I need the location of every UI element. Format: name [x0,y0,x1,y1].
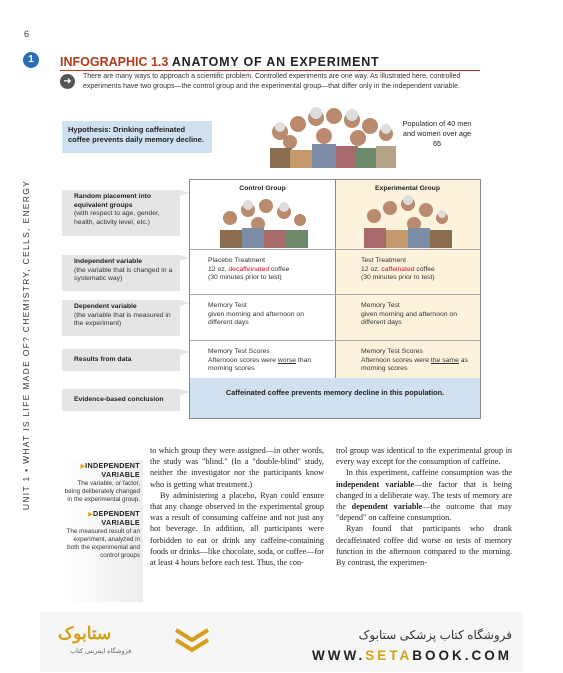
footer-banner [40,612,523,672]
glossary-term: INDEPENDENT VARIABLE [85,461,140,479]
hypothesis-box: Hypothesis: Drinking caffeinated coffee prevents daily memory decline. [62,121,212,153]
triangle-icon: ▶ [88,511,93,518]
cell-note: (30 minutes prior to test) [208,274,282,282]
store-logo-text: ستابوک [58,624,112,643]
control-group-header: Control Group [239,185,286,192]
cell-text: 12 oz. [361,265,382,273]
control-group-photo [218,194,310,248]
cell-note: (30 minutes prior to test) [361,274,435,282]
glossary-term: DEPENDENT VARIABLE [92,509,140,527]
infographic-title [60,55,379,69]
experimental-group-header: Experimental Group [375,185,440,192]
infographic-label: INFOGRAPHIC 1.3 [60,55,169,69]
arrow-right-icon: ➜ [60,74,75,89]
body-text: —the factor that is being changed in a deliberate way. The tests of memory are the [336,479,512,512]
row-divider [190,249,480,250]
experiment-table [189,179,481,419]
column-divider [335,180,336,378]
row-label-random-placement [62,190,180,236]
cell-text: than morning scores [208,356,312,373]
cell-title: Memory Test Scores [208,348,270,355]
glossary [62,462,140,560]
population-photo [260,100,400,168]
body-text: —the outcome that may "depend" on caffeine consumption. [336,502,512,523]
row-divider [190,294,480,295]
body-paragraph [336,467,512,523]
row-label-bold: Independent variable [74,258,142,265]
row-label-dependent [62,300,180,336]
cell-underline: the same [430,356,459,364]
title-rule [60,70,480,71]
control-treatment-cell [202,254,335,286]
experimental-treatment-cell [355,254,480,286]
row-label-independent [62,255,180,291]
row-label-desc: (the variable that is changed in a systematic way) [74,266,173,283]
body-paragraph: Ryan found that participants who drank decaffeinated coffee did worse on tests of memory function in the afternoon compared to the morning. By contrast, the experimen- [336,524,512,568]
cell-text: as morning scores [361,356,468,373]
cell-text: Afternoon scores were [361,356,431,364]
cell-text: given morning and afternoon on different days [208,310,304,327]
cell-title: Memory Test Scores [361,348,423,355]
sidebar-text: UNIT 1 • WHAT IS LIFE MADE OF? CHEMISTRY, CELLS, ENERGY [21,179,31,511]
glossary-definition: The variable, or factor, being deliberately changed in the experimental group. [64,480,140,503]
page-number: 6 [24,29,30,39]
population-label: Population of 40 men and women over age 65 [402,119,472,148]
unit-badge: 1 [23,52,39,68]
cell-text: given morning and afternoon on different days [361,310,457,327]
row-label-bold: Random placement into equivalent groups [74,193,152,209]
cell-title: Memory Test [361,302,400,309]
cell-highlight: caffeinated [381,265,415,273]
glossary-entry-independent [62,462,140,504]
row-label-bold: Evidence-based conclusion [74,396,164,403]
row-label-results [62,349,180,371]
cell-title: Placebo Treatment [208,257,266,264]
cell-underline: worse [277,356,297,364]
conclusion-box: Caffeinated coffee prevents memory decline in this population. [190,378,480,418]
keyword: independent variable [336,479,415,489]
keyword: dependent variable [351,502,423,512]
body-paragraph: By administering a placebo, Ryan could ensure that any change observed in the experimental group was a result of consuming caffeine and not just any hot beverage. In addition, all participants were forbidden to eat or drink any caffeine-containing foods or drinks—like chocolate, soda, or coffee—for at least 4 hours before each test. Thus, the con- [150,490,324,568]
cell-title: Memory Test [208,302,247,309]
store-logo-icon [172,622,212,658]
cell-text: coffee [414,265,435,273]
infographic-intro: There are many ways to approach a scientific problem. Controlled experiments are one way. As illustrated here, controlled experiments have two groups—the control group and the experimental group—that differ only in the independent variable. [83,73,461,90]
cell-text: Afternoon scores were [208,356,278,364]
row-divider [190,340,480,341]
body-paragraph: trol group was identical to the experimental group in every way except for the consumption of caffeine. [336,446,512,467]
control-scores-cell [202,345,335,377]
body-column-right [336,445,512,568]
cell-text: 12 oz. [208,265,229,273]
row-label-bold: Results from data [74,356,132,363]
row-label-desc: (the variable that is measured in the experiment) [74,311,171,328]
cell-highlight: decaffeinated [228,265,270,273]
experimental-scores-cell [355,345,480,377]
glossary-definition: The measured result of an experiment, analyzed in both the experimental and control groups [66,528,140,559]
sidebar-running-head [6,40,36,600]
control-test-cell [202,299,335,331]
cell-text: coffee [269,265,290,273]
store-logo-subtitle: فروشگاه اینترنتی کتاب [70,648,132,655]
experimental-group-photo [362,194,454,248]
infographic-heading: ANATOMY OF AN EXPERIMENT [171,55,380,69]
row-label-conclusion [62,389,180,411]
experimental-test-cell [355,299,480,331]
store-name: فروشگاه کتاب پزشکی ستابوک [358,628,512,642]
url-part: WWW. [312,648,366,663]
row-label-desc: (with respect to age, gender, health, activity level, etc.) [74,210,160,226]
body-column-left [150,445,324,568]
cell-title: Test Treatment [361,257,406,264]
glossary-entry-dependent [62,510,140,560]
url-accent: SETA [365,648,413,663]
triangle-icon: ▶ [80,463,86,470]
body-text: In this experiment, caffeine consumption was the [346,468,512,478]
url-part: BOOK.COM [412,648,512,663]
row-label-bold: Dependent variable [74,303,137,310]
store-url[interactable] [292,648,512,663]
body-paragraph: to which group they were assigned—in other words, the study was "blind." (In a "double-blind" study, neither the investigator nor the participants know who is getting what treatment.) [150,446,324,489]
